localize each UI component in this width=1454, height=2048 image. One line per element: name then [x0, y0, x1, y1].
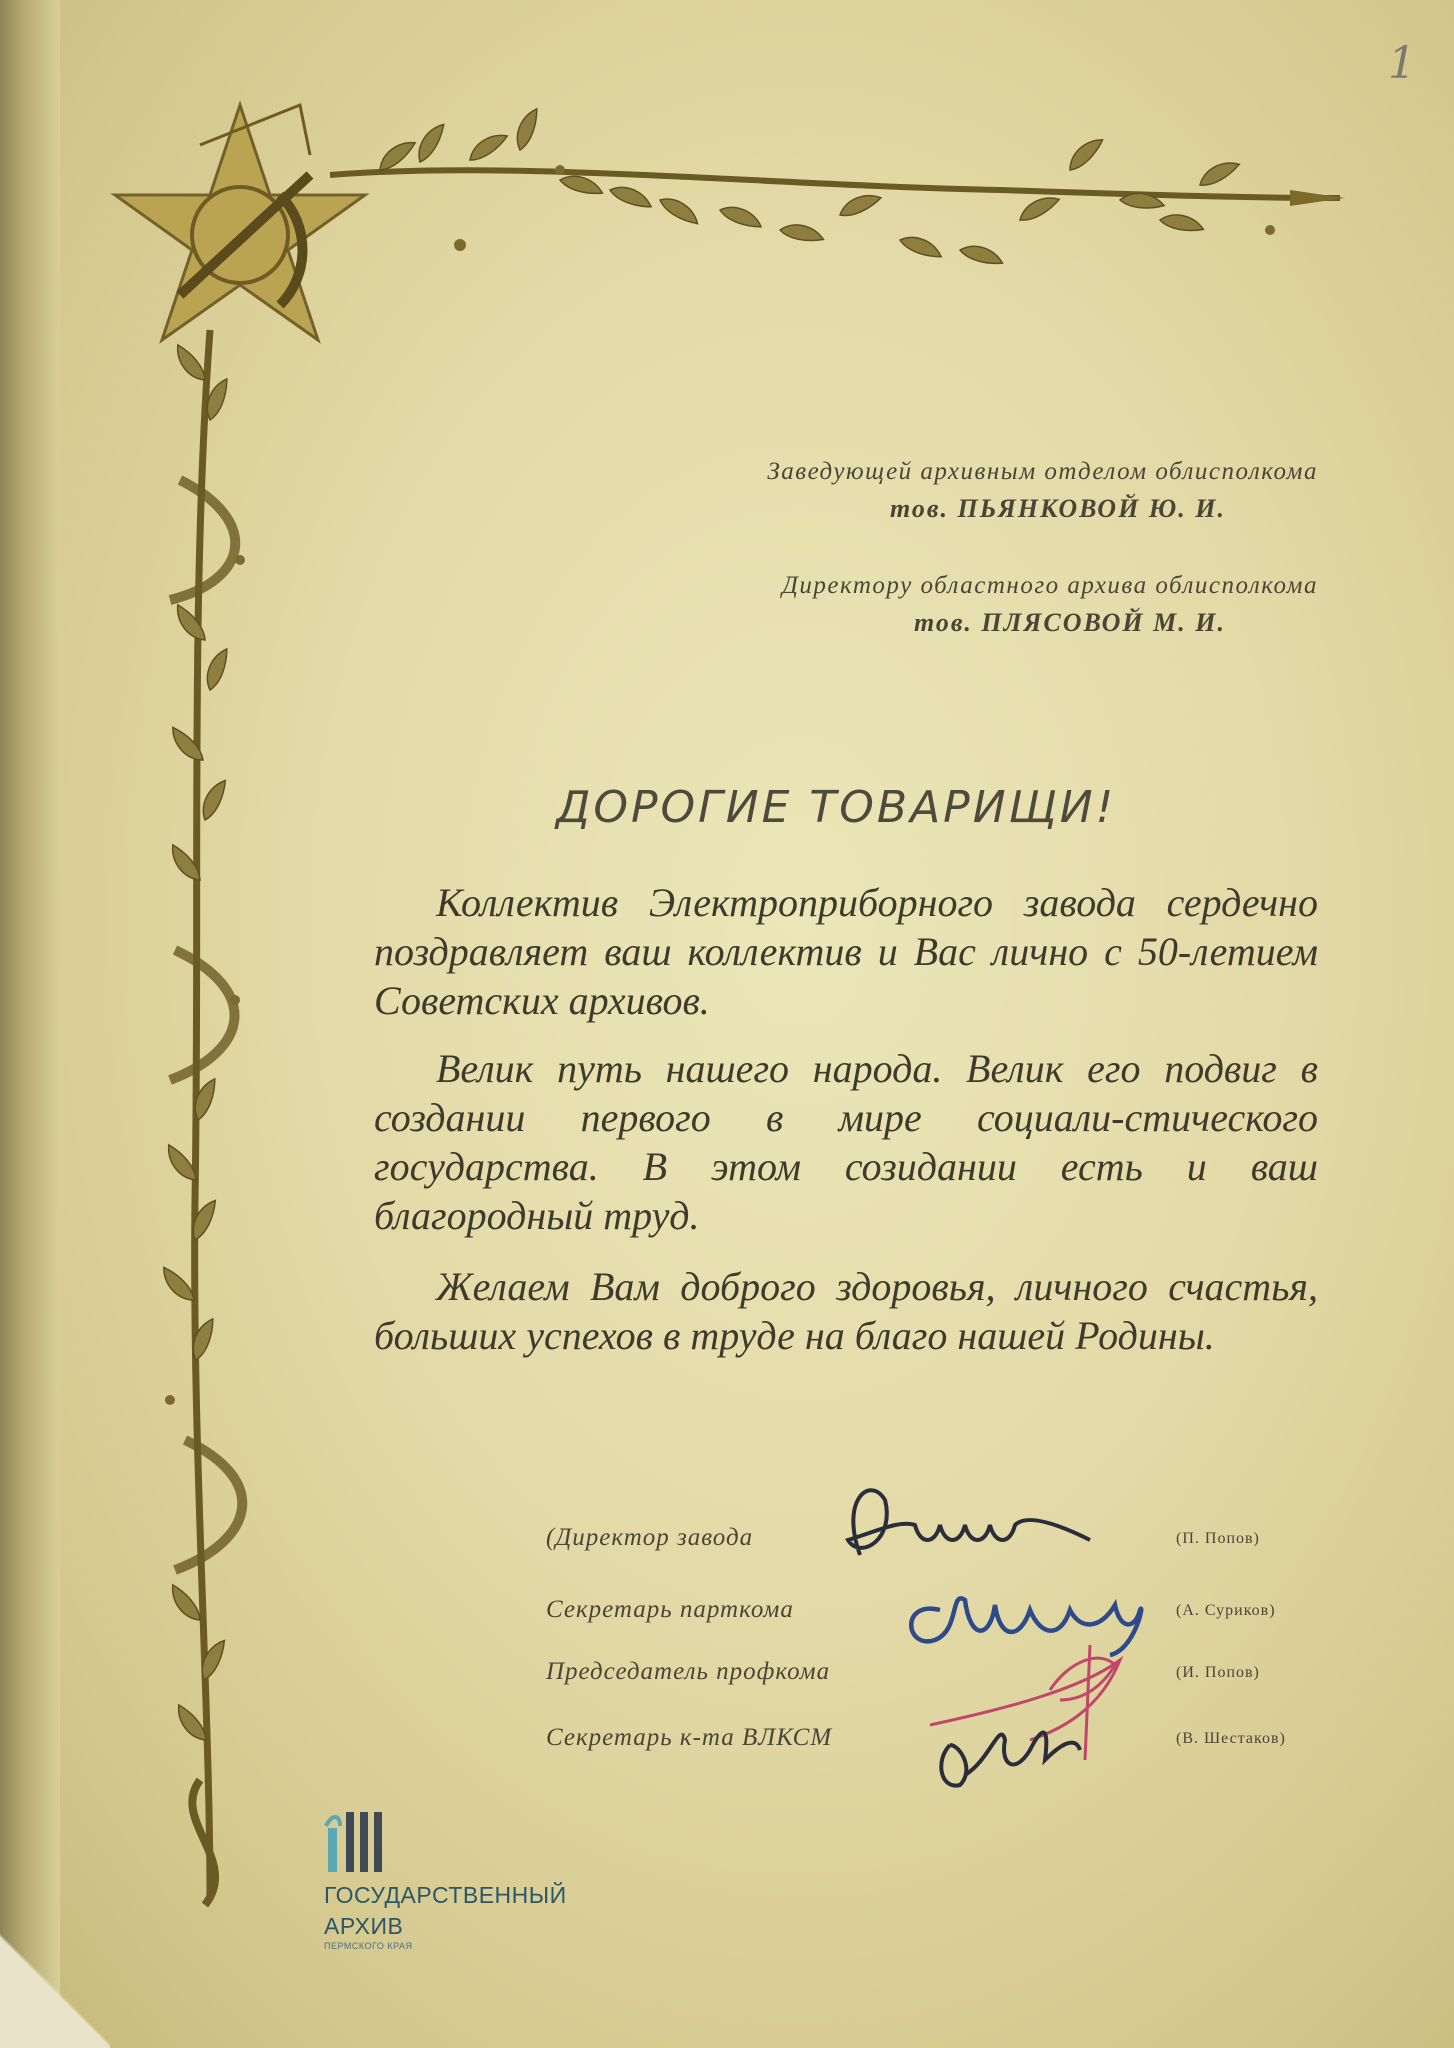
signature-row [536, 1724, 1316, 1774]
archive-logo-line3: ПЕРМСКОГО КРАЯ [324, 1941, 413, 1951]
signatory-name: (А. Суриков) [1176, 1602, 1276, 1619]
signature-row [536, 1596, 1316, 1646]
addressee-position: Заведующей архивным отделом облисполкома [767, 458, 1318, 485]
signatory-role: Секретарь к-та ВЛКСМ [546, 1724, 833, 1751]
body-paragraph: Велик путь нашего народа. Велик его подвиг в создании первого в мире социали-стического государства. В этом созидании есть и ваш благородный труд. [374, 1046, 1318, 1238]
left-laurel-branch [159, 330, 245, 1905]
archive-logo [324, 1806, 584, 1951]
signatory-name: (И. Попов) [1176, 1664, 1260, 1681]
signatory-name: (П. Попов) [1176, 1530, 1260, 1547]
body-paragraph: Коллектив Электроприборного завода сердечно поздравляет ваш коллектив и Вас лично с 50-летием Советских архивов. [374, 880, 1318, 1023]
top-laurel-branch [330, 106, 1345, 271]
page-number: 1 [1388, 38, 1416, 89]
star-emblem [115, 105, 365, 340]
signature-row [536, 1524, 1316, 1574]
archive-logo-line2: АРХИВ [324, 1913, 404, 1939]
greeting-heading: ДОРОГИЕ ТОВАРИЩИ! [556, 782, 1117, 833]
archive-logo-line1: ГОСУДАРСТВЕННЫЙ [324, 1882, 567, 1908]
body-paragraph: Желаем Вам доброго здоровья, личного счастья, больших успехов в труде на благо нашей Родины. [374, 1264, 1318, 1358]
addressee-position: Директору областного архива облисполкома [782, 572, 1318, 599]
addressee-block [767, 458, 1318, 524]
signature-row [536, 1658, 1316, 1708]
archive-logo-icon [324, 1806, 388, 1878]
signatory-role: (Директор завода [546, 1524, 754, 1551]
signatory-name: (В. Шестаков) [1176, 1730, 1286, 1747]
signatory-role: Секретарь парткома [546, 1596, 794, 1623]
signatory-role: Председатель профкома [546, 1658, 831, 1685]
addressee-block [782, 572, 1318, 638]
addressee-name: тов. ПЛЯСОВОЙ М. И. [913, 608, 1226, 637]
addressee-name: тов. ПЬЯНКОВОЙ Ю. И. [890, 494, 1226, 523]
